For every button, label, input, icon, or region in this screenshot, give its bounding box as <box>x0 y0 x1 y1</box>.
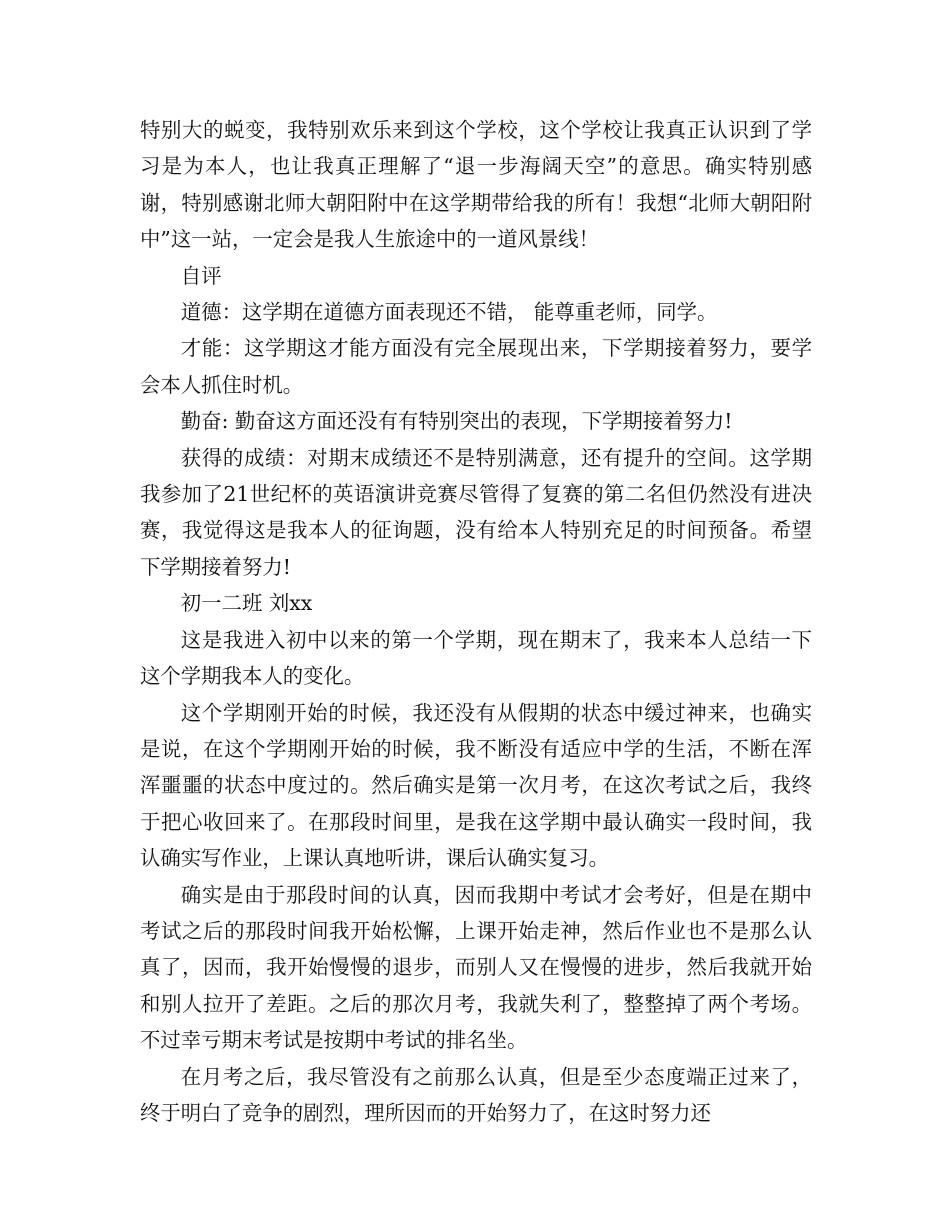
paragraph-achievements: 获得的成绩：对期末成绩还不是特别满意，还有提升的空间。这学期我参加了21世纪杯的英语演讲竞赛尽管得了复赛的第二名但仍然没有进决赛，我觉得这是我本人的征询题，没有给本人特别充足的时间预备。希望下学期接着努力! <box>140 445 812 579</box>
paragraph-morality: 道德：这学期在道德方面表现还不错， 能尊重老师，同学。 <box>180 300 718 325</box>
paragraph-diligence: 勤奋: 勤奋这方面还没有有特别突出的表现，下学期接着努力! <box>180 409 733 434</box>
author-line: 初一二班 刘xx <box>180 591 313 616</box>
document-page <box>140 112 812 1131</box>
paragraph-after-monthly-exam: 在月考之后，我尽管没有之前那么认真，但是至少态度端正过来了，终于明白了竞争的剧烈，理所因而的开始努力了，在这时努力还 <box>140 1064 812 1125</box>
paragraph-semester-start: 这个学期刚开始的时候，我还没有从假期的状态中缓过神来，也确实是说，在这个学期刚开始的时候，我不断没有适应中学的生活，不断在浑浑噩噩的状态中度过的。然后确实是第一次月考，在这次考试之后，我终于把心收回来了。在那段时间里，是我在这学期中最认确实一段时间，我认确实写作业，上课认真地听讲，课后认确实复习。 <box>140 700 812 871</box>
paragraph-continued: 特别大的蜕变，我特别欢乐来到这个学校，这个学校让我真正认识到了学习是为本人，也让我真正理解了“退一步海阔天空”的意思。确实特别感谢，特别感谢北师大朝阳附中在这学期带给我的所有！我想“北师大朝阳附中”这一站，一定会是我人生旅途中的一道风景线！ <box>140 118 812 252</box>
paragraph-ability: 才能：这学期这才能方面没有完全展现出来，下学期接着努力，要学会本人抓住时机。 <box>140 336 812 397</box>
paragraph-intro: 这是我进入初中以来的第一个学期，现在期末了，我来本人总结一下这个学期我本人的变化。 <box>140 627 812 689</box>
heading-self-evaluation: 自评 <box>180 263 222 288</box>
paragraph-midterm: 确实是由于那段时间的认真，因而我期中考试才会考好，但是在期中考试之后的那段时间我开始松懈，上课开始走神，然后作业也不是那么认真了，因而，我开始慢慢的退步，而别人又在慢慢的进步，然后我就开始和别人拉开了差距。之后的那次月考，我就失利了，整整掉了两个考场。不过幸亏期末考试是按期中考试的排名坐。 <box>140 882 812 1053</box>
